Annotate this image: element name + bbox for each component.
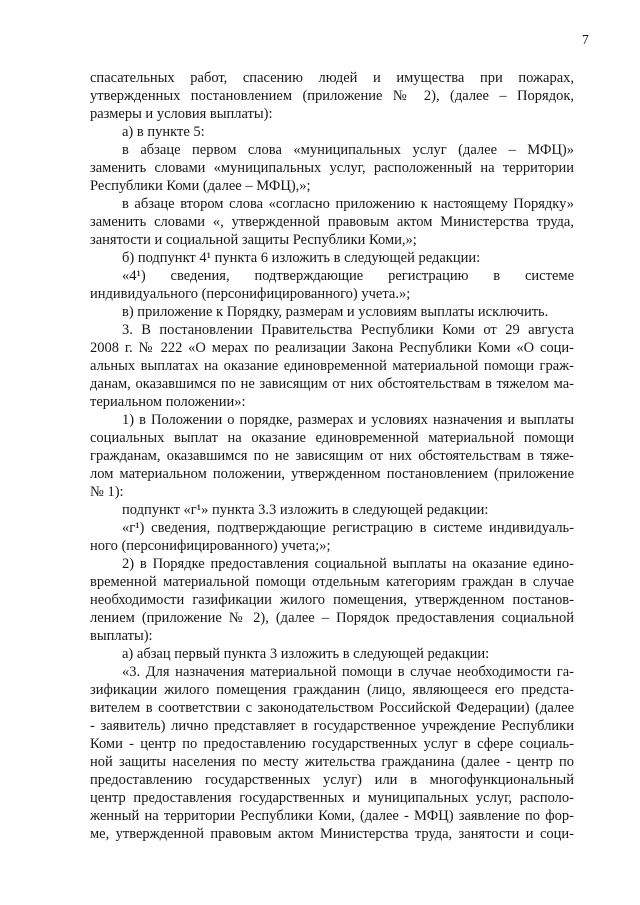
paragraph — [90, 249, 574, 267]
paragraph — [90, 663, 574, 843]
text-line: гражданам, оказавшимся по не зависящим от них обстоятельствам в тяже- — [90, 448, 574, 464]
text-line: 3. В постановлении Правительства Республики Коми от 29 августа — [122, 322, 574, 338]
text-line: Республики Коми (далее – МФЦ),»; — [90, 178, 311, 194]
paragraph — [90, 519, 574, 555]
text-line: заменить словами «муниципальных услуг, расположенный на территории — [90, 160, 574, 176]
text-line: в абзаце втором слова «согласно приложению к настоящему Порядку» — [122, 196, 574, 212]
text-line: вителем в соответствии с законодательством Российской Федерации) (далее — [90, 700, 574, 716]
text-line: «г¹) сведения, подтверждающие регистрацию в системе индивидуаль- — [122, 520, 574, 536]
paragraph — [90, 645, 574, 663]
paragraph — [90, 321, 574, 411]
text-line: териальном положении»: — [90, 394, 246, 410]
paragraph — [90, 69, 574, 123]
text-line: подпункт «г¹» пункта 3.3 изложить в следующей редакции: — [122, 502, 489, 518]
paragraph — [90, 303, 574, 321]
text-line: социальных выплат на оказание единовременной материальной помощи — [90, 430, 574, 446]
text-line: предоставлению государственных услуг) или в многофункциональный — [90, 772, 574, 788]
text-line: № 1): — [90, 484, 124, 500]
text-line: а) абзац первый пункта 3 изложить в следующей редакции: — [122, 646, 490, 662]
text-line: ного (персонифицированного) учета;»; — [90, 538, 331, 554]
text-line: необходимости газификации жилого помещения, утвержденном постанов- — [90, 592, 574, 608]
text-line: 2008 г. № 222 «О мерах по реализации Закона Республики Коми «О соци- — [90, 340, 574, 356]
text-line: женный на территории Республики Коми, (далее - МФЦ) заявление по фор- — [90, 808, 574, 824]
text-line: индивидуального (персонифицированного) учета.»; — [90, 286, 411, 302]
paragraph — [90, 123, 574, 141]
text-line: «3. Для назначения материальной помощи в случае необходимости га- — [122, 664, 574, 680]
paragraph — [90, 195, 574, 249]
page-number: 7 — [582, 32, 589, 47]
text-line: «4¹) сведения, подтверждающие регистрацию в системе — [122, 268, 574, 284]
text-line: б) подпункт 4¹ пункта 6 изложить в следующей редакции: — [122, 250, 481, 266]
text-line: размеры и условия выплаты): — [90, 106, 273, 122]
document-body — [90, 69, 574, 843]
text-line: 1) в Положении о порядке, размерах и условиях назначения и выплаты — [122, 412, 574, 428]
paragraph — [90, 411, 574, 501]
text-line: лением (приложение № 2), (далее – Порядок предоставления социальной — [90, 610, 574, 626]
text-line: утвержденных постановлением (приложение № 2), (далее – Порядок, — [90, 88, 574, 104]
text-line: в абзаце первом слова «муниципальных услуг (далее – МФЦ)» — [122, 142, 574, 158]
text-line: - заявитель) лично представляет в государственное учреждение Республики — [90, 718, 574, 734]
text-line: спасательных работ, спасению людей и имущества при пожарах, — [90, 70, 574, 86]
text-line: ной защиты населения по месту жительства гражданина (далее - центр по — [90, 754, 574, 770]
text-line: ме, утвержденной правовым актом Министерства труда, занятости и соци- — [90, 826, 574, 842]
text-line: в) приложение к Порядку, размерам и условиям выплаты исключить. — [122, 304, 549, 320]
text-line: заменить словами «, утвержденной правовым актом Министерства труда, — [90, 214, 574, 230]
text-line: временной материальной помощи отдельным категориям граждан в случае — [90, 574, 574, 590]
text-line: Коми - центр по предоставлению государственных услуг в сфере социаль- — [90, 736, 574, 752]
text-line: альных выплатах на оказание единовременной материальной помощи граж- — [90, 358, 574, 374]
text-line: занятости и социальной защиты Республики Коми,»; — [90, 232, 417, 248]
paragraph — [90, 555, 574, 645]
text-line: 2) в Порядке предоставления социальной выплаты на оказание едино- — [122, 556, 574, 572]
text-line: выплаты): — [90, 628, 153, 644]
paragraph — [90, 267, 574, 303]
paragraph — [90, 141, 574, 195]
paragraph — [90, 501, 574, 519]
text-line: данам, оказавшимся по не зависящим от них обстоятельствам в тяжелом ма- — [90, 376, 574, 392]
text-line: лом материальном положении, утвержденном постановлением (приложение — [90, 466, 574, 482]
text-line: а) в пункте 5: — [122, 124, 205, 140]
text-line: центр предоставления государственных и муниципальных услуг, располо- — [90, 790, 574, 806]
text-line: зификации жилого помещения гражданин (лицо, являющееся его предста- — [90, 682, 574, 698]
